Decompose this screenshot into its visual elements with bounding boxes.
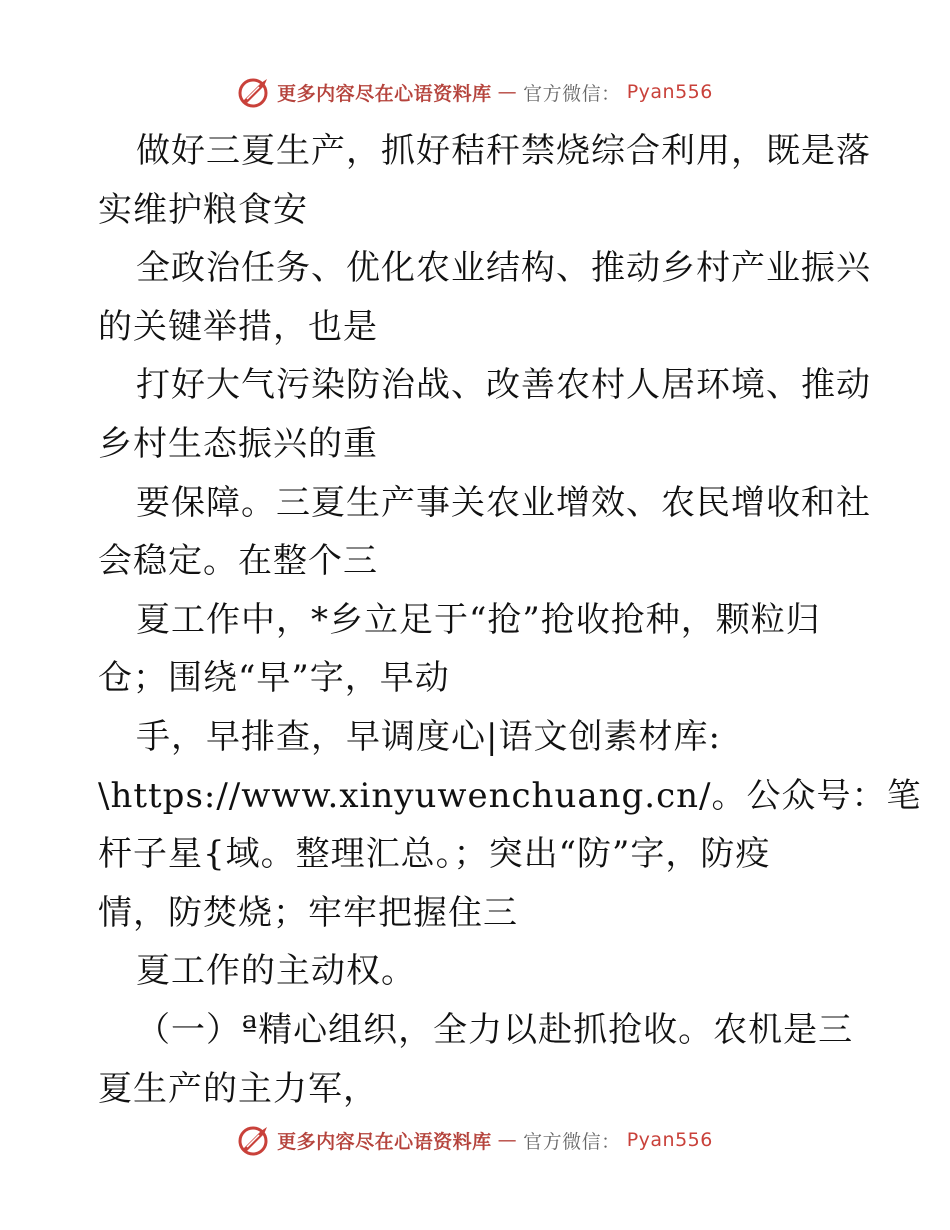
text-line: （一）ª精心组织，全力以赴抓抢收。农机是三 bbox=[136, 1009, 854, 1050]
document-body bbox=[98, 122, 922, 1118]
text-line: 夏工作中，*乡立足于“抢”抢收抢种，颗粒归 bbox=[136, 599, 821, 640]
watermark-main-text: 更多内容尽在心语资料库 bbox=[277, 82, 492, 105]
text-line: 会稳定。在整个三 bbox=[98, 541, 378, 582]
text-line: 手，早排查，早调度心|语文创素材库: bbox=[136, 716, 721, 757]
watermark-dash: — bbox=[497, 1129, 518, 1151]
text-line: 实维护粮食安 bbox=[98, 189, 308, 230]
footer-watermark bbox=[0, 1120, 950, 1160]
quill-logo-icon bbox=[237, 75, 271, 109]
watermark-dash: — bbox=[497, 81, 518, 103]
text-line: 的关键举措，也是 bbox=[98, 306, 378, 347]
watermark-wechat-id: Pyan556 bbox=[626, 81, 713, 103]
watermark-main-text: 更多内容尽在心语资料库 bbox=[277, 1130, 492, 1153]
text-line: 杆子星{域。整理汇总。；突出“防”字，防疫 bbox=[98, 834, 771, 875]
text-line: \https://www.xinyuwenchuang.cn/。公众号：笔 bbox=[98, 775, 922, 816]
text-line: 全政治任务、优化农业结构、推动乡村产业振兴 bbox=[136, 248, 871, 289]
text-line: 做好三夏生产，抓好秸秆禁烧综合利用，既是落 bbox=[136, 131, 871, 171]
watermark-label: 官方微信： bbox=[523, 1130, 621, 1153]
watermark-label: 官方微信： bbox=[523, 82, 621, 105]
text-line: 夏生产的主力军， bbox=[98, 1068, 378, 1109]
quill-logo-icon bbox=[237, 1123, 271, 1157]
text-line: 要保障。三夏生产事关农业增效、农民增收和社 bbox=[136, 482, 871, 523]
text-line: 打好大气污染防治战、改善农村人居环境、推动 bbox=[136, 365, 871, 406]
text-line: 夏工作的主动权。 bbox=[136, 951, 416, 992]
header-watermark bbox=[0, 72, 950, 112]
watermark-wechat-id: Pyan556 bbox=[626, 1129, 713, 1151]
text-line: 仓；围绕“早”字，早动 bbox=[98, 658, 450, 699]
text-line: 情，防焚烧；牢牢把握住三 bbox=[98, 892, 518, 933]
text-line: 乡村生态振兴的重 bbox=[98, 423, 378, 464]
